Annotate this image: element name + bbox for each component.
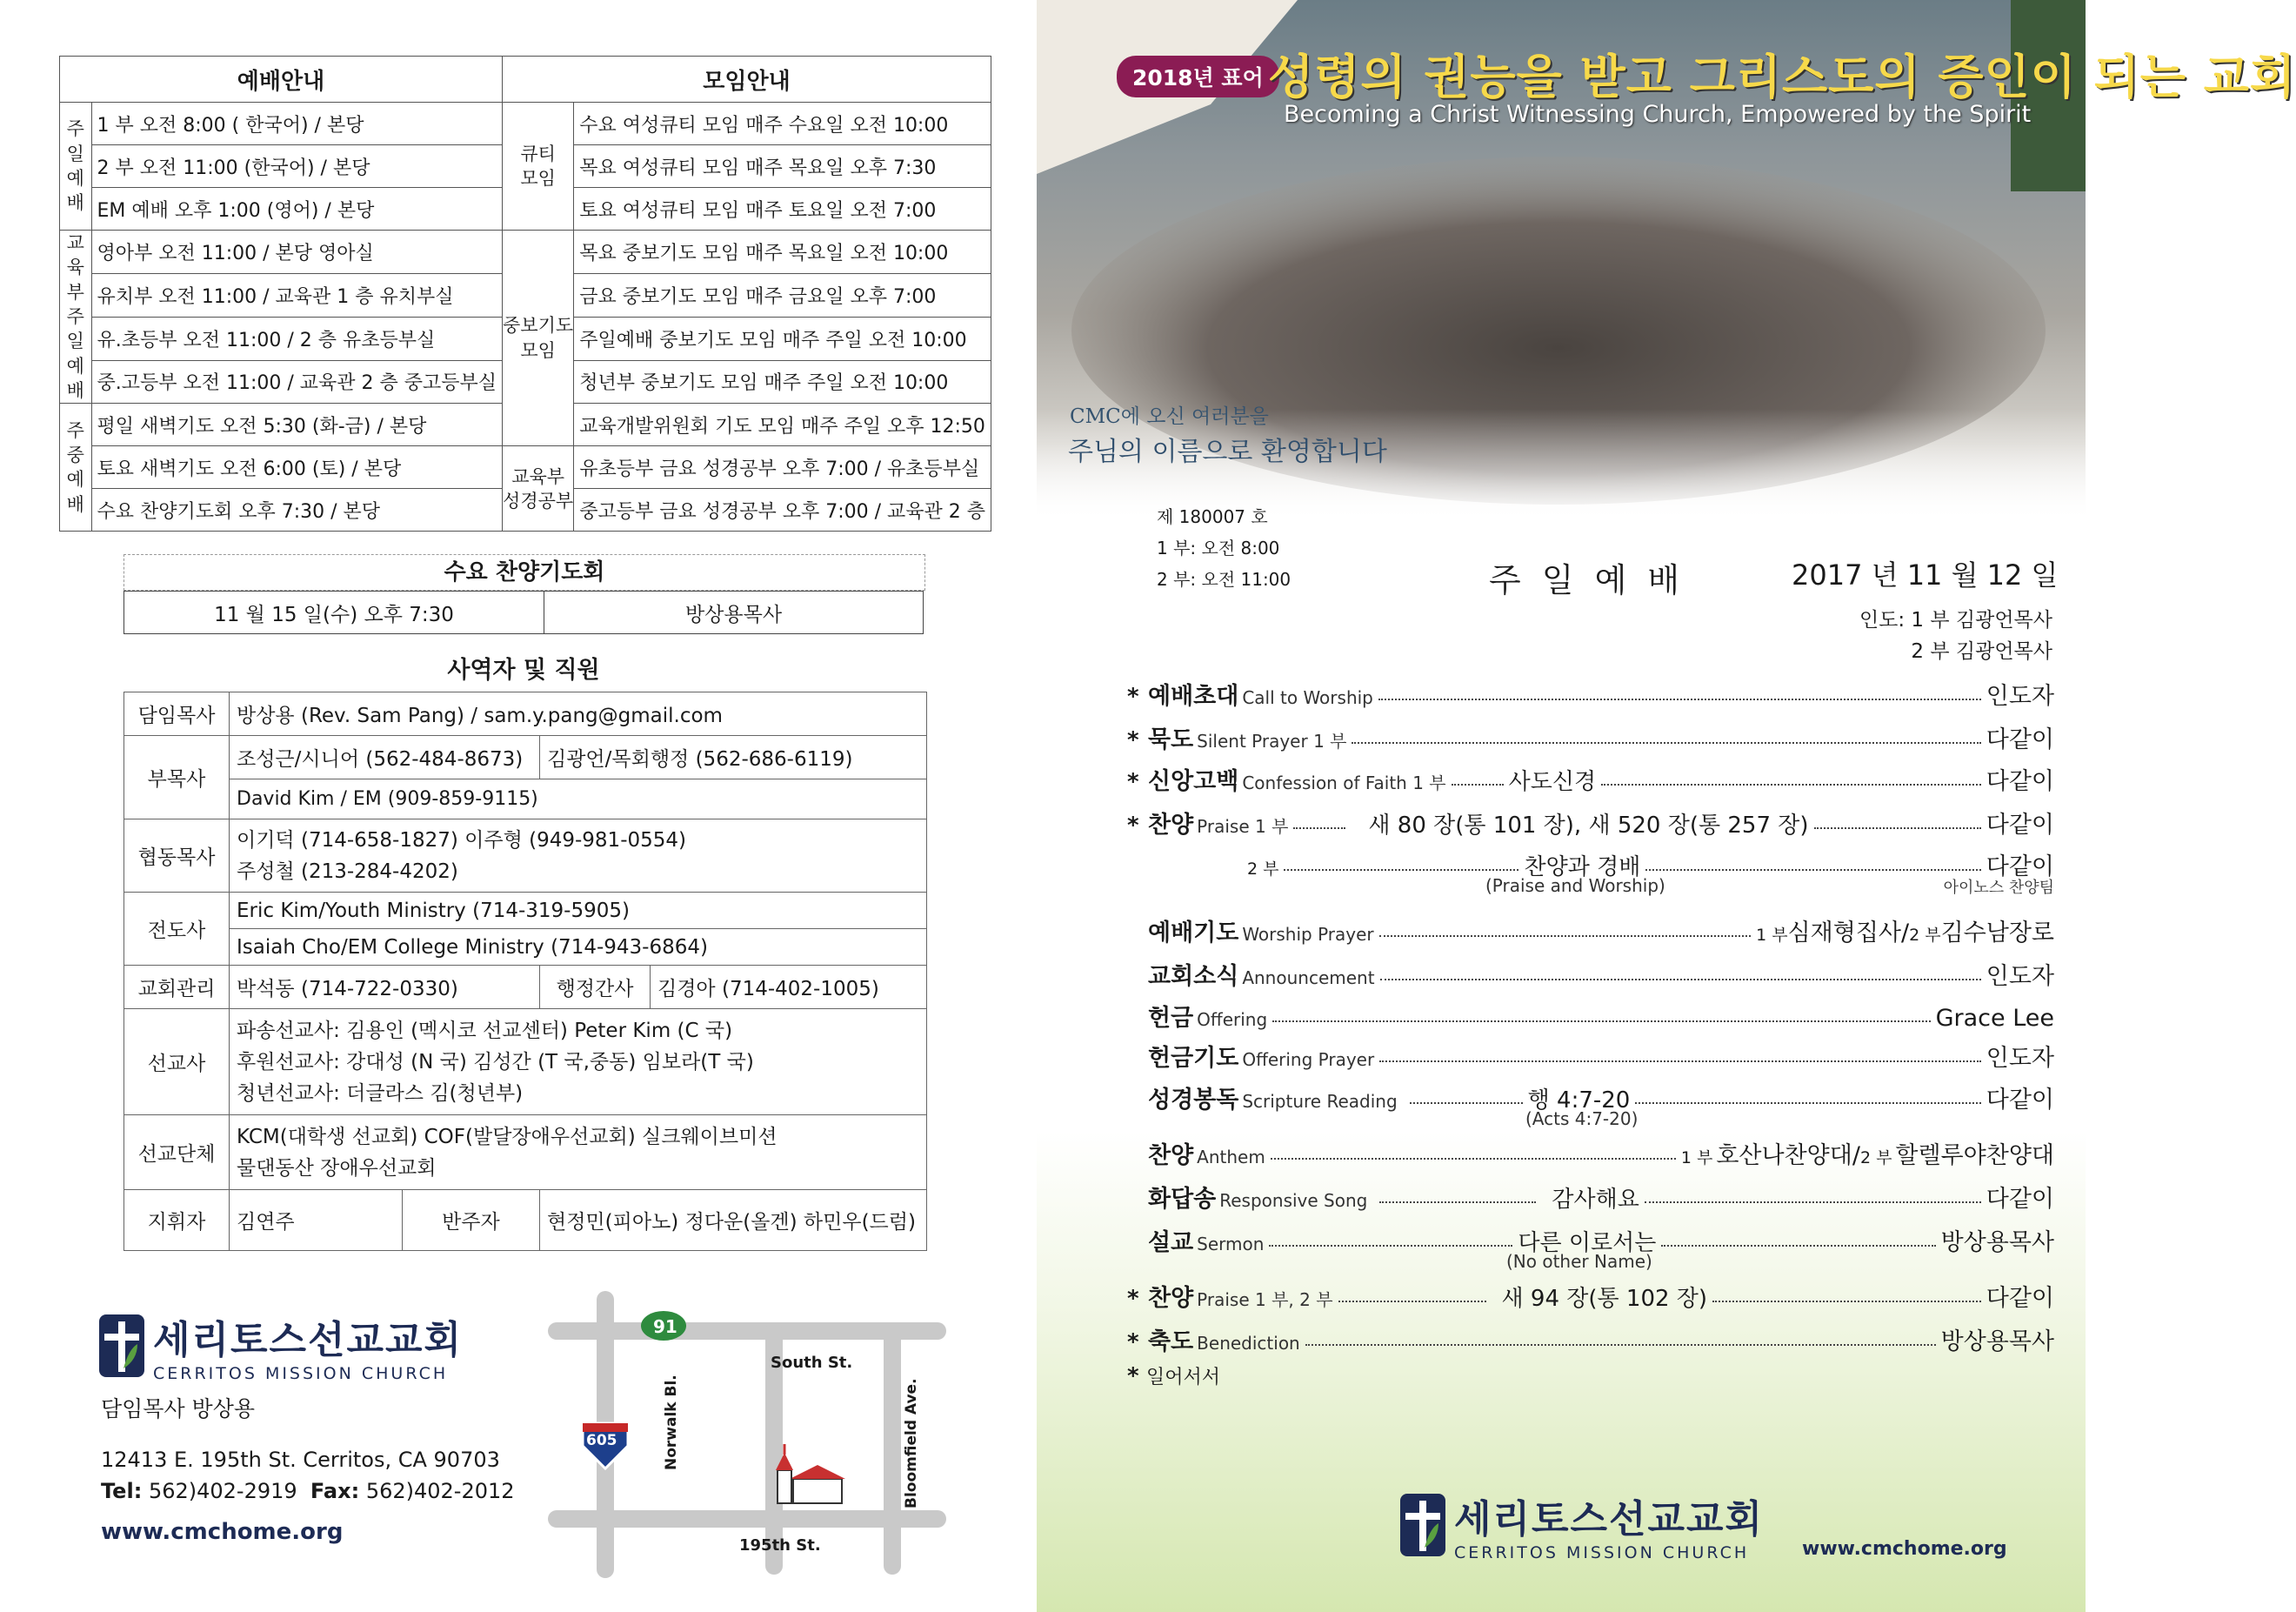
item-en: 2 부	[1247, 860, 1279, 879]
dot-leader	[1272, 1020, 1930, 1022]
item-kr: 헌금기도	[1148, 1045, 1239, 1072]
item-mid: 찬양과 경배	[1524, 854, 1641, 880]
dot-leader	[1635, 1102, 1980, 1104]
item-kr: 찬양	[1148, 1285, 1194, 1312]
item-en: Anthem	[1197, 1147, 1265, 1167]
order-item-call	[1127, 677, 2054, 711]
item-kr: 찬양	[1148, 812, 1194, 839]
cat-qt: 큐티 모임	[503, 103, 574, 231]
worship-item: 유.초등부 오전 11:00 / 2 층 유초등부실	[91, 317, 503, 360]
item-kr: 헌금	[1148, 1005, 1194, 1032]
church-logo-right	[1400, 1488, 1764, 1562]
missionary-line: 청년선교사: 더글라스 김(청년부)	[237, 1081, 524, 1105]
staff-value	[230, 1115, 927, 1190]
meeting-item: 청년부 중보기도 모임 매주 주일 오전 10:00	[574, 360, 991, 404]
meeting-item: 금요 중보기도 모임 매주 금요일 오후 7:00	[574, 273, 991, 317]
item-en: Offering Prayer	[1242, 1049, 1375, 1070]
item-end: 할렐루야찬양대	[1895, 1142, 2054, 1169]
dot-leader	[1661, 1245, 1935, 1247]
item-kr: 찬양	[1148, 1142, 1194, 1169]
staff-label: 선교사	[124, 1009, 230, 1115]
staff-value: 조성근/시니어 (562-484-8673)	[230, 736, 540, 779]
cat-edu: 교육부 주일 예배	[60, 231, 92, 404]
pastor-line: 담임목사 방상용	[101, 1396, 255, 1421]
worship-item: 1 부 오전 8:00 ( 한국어) / 본당	[91, 103, 503, 145]
item-end: 다같이	[1986, 726, 2054, 753]
item-end: 다같이	[1986, 812, 2054, 839]
item-kr: 묵도	[1148, 726, 1194, 753]
order-item-creed	[1127, 762, 2054, 796]
item-end: 다같이	[1986, 1285, 2054, 1312]
star-mark: *	[1127, 684, 1139, 710]
item-kr: 예배기도	[1148, 920, 1239, 946]
item-kr: 화답송	[1148, 1186, 1217, 1213]
meeting-item: 주일예배 중보기도 모임 매주 주일 오전 10:00	[574, 317, 991, 360]
leader-line-2: 2 부 김광언목사	[1911, 640, 2052, 663]
worship-header: 예배안내	[60, 57, 503, 103]
staff-label: 행정간사	[540, 966, 651, 1009]
service-time-1: 1 부: 오전 8:00	[1157, 538, 1280, 559]
meeting-item: 교육개발위원회 기도 모임 매주 주일 오후 12:50	[574, 404, 991, 446]
staff-value: 김광언/목회행정 (562-686-6119)	[540, 736, 927, 779]
south-st-label: South St.	[771, 1354, 853, 1372]
195th-st-label: 195th St.	[739, 1536, 821, 1555]
wednesday-date: 11 월 15 일(수) 오후 7:30	[124, 592, 544, 634]
coop-line: 주성철 (213-284-4202)	[237, 860, 458, 883]
address: 12413 E. 195th St. Cerritos, CA 90703	[101, 1448, 500, 1472]
item-kr: 성경봉독	[1148, 1087, 1239, 1114]
missionary-line: 파송선교사: 김용인 (멕시코 선교센터) Peter Kim (C 국)	[237, 1019, 733, 1042]
item-en: Silent Prayer 1 부	[1197, 731, 1347, 752]
hwy-91-label: 91	[653, 1316, 677, 1337]
staff-value: Isaiah Cho/EM College Ministry (714-943-6864)	[230, 929, 927, 966]
dot-leader	[1814, 827, 1981, 829]
worship-item: EM 예배 오후 1:00 (영어) / 본당	[91, 188, 503, 231]
org-line: 물댄동산 장애우선교회	[237, 1156, 437, 1180]
meeting-item: 중고등부 금요 성경공부 오후 7:00 / 교육관 2 층	[574, 489, 991, 532]
meeting-item: 목요 여성큐티 모임 매주 목요일 오후 7:30	[574, 145, 991, 188]
item-kr: 일어서서	[1146, 1367, 1221, 1388]
item-en: Call to Worship	[1242, 687, 1373, 708]
leader-line-1: 인도: 1 부 김광언목사	[1859, 609, 2052, 632]
item-end: Grace Lee	[1935, 1005, 2054, 1032]
worship-item: 토요 새벽기도 오전 6:00 (토) / 본당	[91, 446, 503, 489]
coop-line: 이기덕 (714-658-1827) 이주형 (949-981-0554)	[237, 828, 686, 852]
staff-label: 협동목사	[124, 819, 230, 893]
website-link[interactable]: www.cmchome.org	[101, 1519, 344, 1545]
staff-label: 담임목사	[124, 692, 230, 736]
cat-prayer: 중보기도 모임	[503, 231, 574, 446]
item-end: 김수남장로	[1940, 920, 2054, 946]
service-title: 주 일 예 배	[1489, 561, 1685, 599]
cat-week: 주중 예배	[60, 404, 92, 532]
item-sub: (Praise and Worship)	[1485, 875, 1665, 896]
dot-leader	[1452, 784, 1504, 786]
order-item-stand	[1127, 1362, 2054, 1389]
order-item-anthem	[1146, 1136, 2054, 1170]
issue-number: 제 180007 호	[1157, 506, 1268, 527]
item-kr: 축도	[1148, 1328, 1194, 1355]
star-mark: *	[1127, 813, 1139, 839]
dot-leader	[1645, 1201, 1981, 1203]
cross-icon	[1400, 1494, 1445, 1556]
motto-english: Becoming a Christ Witnessing Church, Empowered by the Spirit	[1284, 101, 2032, 128]
right-page	[1037, 0, 2296, 1612]
wednesday-title: 수요 찬양기도회	[123, 554, 925, 591]
dot-leader	[1338, 1301, 1486, 1302]
order-item-prayer	[1146, 913, 2054, 947]
order-item-benediction	[1127, 1322, 2054, 1356]
item-sub: (Acts 4:7-20)	[1525, 1108, 1639, 1129]
worship-item: 수요 찬양기도회 오후 7:30 / 본당	[91, 489, 503, 532]
staff-table	[123, 692, 927, 1251]
staff-value: 현정민(피아노) 정다운(올겐) 하민우(드럼)	[540, 1190, 927, 1251]
schedule-table	[59, 56, 991, 532]
staff-label: 지휘자	[124, 1190, 230, 1251]
church-name-kr: 세리토스선교교회	[153, 1318, 464, 1362]
order-item-offering	[1146, 999, 2054, 1033]
item-en: Worship Prayer	[1242, 924, 1374, 945]
item-end: 다같이	[1986, 768, 2054, 795]
cross-icon	[99, 1314, 144, 1377]
missionary-line: 후원선교사: 강대성 (N 국) 김성간 (T 국,중동) 임보라(T 국)	[237, 1050, 754, 1074]
meeting-item: 목요 중보기도 모임 매주 목요일 오전 10:00	[574, 231, 991, 274]
cat-sunday: 주일 예배	[60, 103, 92, 231]
cat-bible: 교육부 성경공부	[503, 446, 574, 532]
dot-leader	[1352, 742, 1980, 744]
worship-item: 중.고등부 오전 11:00 / 교육관 2 층 중고등부실	[91, 360, 503, 404]
tel: 562)402-2919	[148, 1479, 297, 1503]
left-page	[0, 0, 1035, 1612]
item-mid: 다른 이로서는	[1518, 1230, 1657, 1256]
order-item-praise	[1127, 806, 2054, 839]
staff-label: 전도사	[124, 893, 230, 966]
item-end: 인도자	[1986, 1045, 2054, 1072]
item-pre: 2 부	[1909, 926, 1941, 945]
order-item-silent	[1127, 720, 2054, 754]
dot-leader	[1645, 869, 1980, 871]
item-en: Praise 1 부, 2 부	[1197, 1289, 1333, 1310]
dot-leader	[1379, 1201, 1536, 1203]
item-pre: 1 부	[1756, 926, 1788, 945]
item-mid: 새 94 장(통 102 장)	[1501, 1286, 1708, 1312]
star-mark: *	[1127, 1329, 1139, 1355]
church-map-icon	[776, 1444, 845, 1503]
worship-item: 유치부 오전 11:00 / 교육관 1 층 유치부실	[91, 273, 503, 317]
dot-leader	[1378, 699, 1981, 700]
staff-label: 선교단체	[124, 1115, 230, 1190]
order-item-offering-prayer	[1146, 1039, 2054, 1073]
dot-leader	[1380, 979, 1981, 980]
item-mid: 감사해요	[1552, 1187, 1639, 1213]
item-end: 인도자	[1986, 683, 2054, 710]
tel-label: Tel:	[101, 1479, 143, 1503]
church-name-en: CERRITOS MISSION CHURCH	[1454, 1543, 1750, 1562]
meeting-header: 모임안내	[503, 57, 991, 103]
item-kr: 예배초대	[1148, 683, 1239, 710]
dot-leader	[1379, 1060, 1981, 1062]
wednesday-table	[123, 591, 924, 634]
dot-leader	[1305, 1344, 1936, 1346]
church-name-en: CERRITOS MISSION CHURCH	[153, 1364, 449, 1383]
staff-label: 교회관리	[124, 966, 230, 1009]
item-end: 방상용목사	[1940, 1328, 2054, 1355]
item-end: 호산나찬양대/	[1716, 1142, 1860, 1169]
meeting-item: 유초등부 금요 성경공부 오후 7:00 / 유초등부실	[574, 446, 991, 489]
item-mid: 행 4:7-20	[1527, 1087, 1631, 1114]
staff-title: 사역자 및 직원	[447, 657, 600, 684]
worship-item: 2 부 오전 11:00 (한국어) / 본당	[91, 145, 503, 188]
congregation-photo	[1037, 0, 2296, 522]
hwy-605-label: 605	[586, 1432, 617, 1449]
item-end: 심재형집사/	[1787, 920, 1910, 946]
staff-value: 김경아 (714-402-1005)	[651, 966, 927, 1009]
worship-item: 평일 새벽기도 오전 5:30 (화-금) / 본당	[91, 404, 503, 446]
item-en: Announcement	[1242, 967, 1375, 988]
star-mark: *	[1127, 727, 1139, 753]
star-mark: *	[1127, 769, 1139, 795]
item-kr: 설교	[1148, 1229, 1194, 1256]
meeting-item: 수요 여성큐티 모임 매주 수요일 오전 10:00	[574, 103, 991, 145]
item-mid: 사도신경	[1508, 769, 1597, 795]
item-en: Sermon	[1197, 1234, 1265, 1254]
item-en: Confession of Faith 1 부	[1242, 773, 1446, 793]
staff-value: 방상용 (Rev. Sam Pang) / sam.y.pang@gmail.com	[230, 692, 927, 736]
wednesday-leader: 방상용목사	[544, 592, 924, 634]
service-time-2: 2 부: 오전 11:00	[1157, 569, 1292, 590]
staff-label: 부목사	[124, 736, 230, 819]
org-line: KCM(대학생 선교회) COF(발달장애우선교회) 실크웨이브미션	[237, 1125, 778, 1148]
motto-badge: 2018년 표어	[1117, 56, 1279, 97]
item-en: Scripture Reading	[1242, 1091, 1398, 1112]
item-end: 다같이	[1986, 853, 2054, 880]
star-mark: *	[1127, 1286, 1139, 1312]
welcome-line-2: 주님의 이름으로 환영합니다	[1068, 437, 1387, 467]
norwalk-label: Norwalk Bl.	[663, 1375, 680, 1470]
order-item-praise-3	[1127, 1279, 2054, 1313]
dot-leader	[1293, 827, 1345, 829]
dot-leader	[1269, 1245, 1512, 1247]
dot-leader	[1271, 1158, 1676, 1160]
item-end: 다같이	[1986, 1186, 2054, 1213]
item-end: 방상용목사	[1940, 1229, 2054, 1256]
staff-value: 김연주	[230, 1190, 403, 1251]
welcome-line-1: CMC에 오신 여러분을	[1070, 405, 1269, 428]
fax: 562)402-2012	[365, 1479, 515, 1503]
item-pre: 1 부	[1680, 1148, 1713, 1167]
dot-leader	[1712, 1301, 1981, 1302]
item-kr: 교회소식	[1148, 963, 1239, 990]
item-en: Responsive Song	[1219, 1190, 1368, 1211]
service-date: 2017 년 11 월 12 일	[1792, 559, 2059, 592]
item-end: 인도자	[1986, 963, 2054, 990]
star-mark: *	[1127, 1363, 1139, 1389]
item-mid: 새 80 장(통 101 장), 새 520 장(통 257 장)	[1368, 813, 1809, 839]
staff-value: 박석동 (714-722-0330)	[230, 966, 540, 1009]
fax-label: Fax:	[310, 1479, 360, 1503]
church-name-kr: 세리토스선교교회	[1454, 1497, 1765, 1542]
item-en: Benediction	[1197, 1333, 1300, 1354]
item-kr: 신앙고백	[1148, 768, 1239, 795]
item-sub: (No other Name)	[1506, 1251, 1652, 1272]
contact-line	[101, 1479, 515, 1503]
dot-leader	[1284, 869, 1518, 871]
website-link-right[interactable]: www.cmchome.org	[1802, 1538, 2007, 1560]
item-end: 다같이	[1986, 1087, 2054, 1114]
worship-item: 영아부 오전 11:00 / 본당 영아실	[91, 231, 503, 274]
staff-label: 반주자	[402, 1190, 539, 1251]
dot-leader	[1601, 784, 1981, 786]
order-item-responsive	[1146, 1180, 2054, 1214]
meeting-item: 토요 여성큐티 모임 매주 토요일 오전 7:00	[574, 188, 991, 231]
dot-leader	[1379, 935, 1751, 937]
item-en: Offering	[1197, 1009, 1268, 1030]
item-pre: 2 부	[1859, 1148, 1892, 1167]
bloomfield-label: Bloomfield Ave.	[903, 1378, 920, 1508]
item-sub: 아이노스 찬양팀	[1943, 879, 2054, 897]
staff-value: David Kim / EM (909-859-9115)	[230, 779, 927, 819]
staff-value	[230, 1009, 927, 1115]
item-en: Praise 1 부	[1197, 816, 1289, 837]
staff-value	[230, 819, 927, 893]
order-item-announce	[1146, 957, 2054, 991]
church-logo	[99, 1308, 463, 1383]
staff-value: Eric Kim/Youth Ministry (714-319-5905)	[230, 893, 927, 929]
motto-title: 성령의 권능을 받고 그리스도의 증인이 되는 교회	[1268, 50, 2296, 104]
dot-leader	[1410, 1102, 1523, 1104]
